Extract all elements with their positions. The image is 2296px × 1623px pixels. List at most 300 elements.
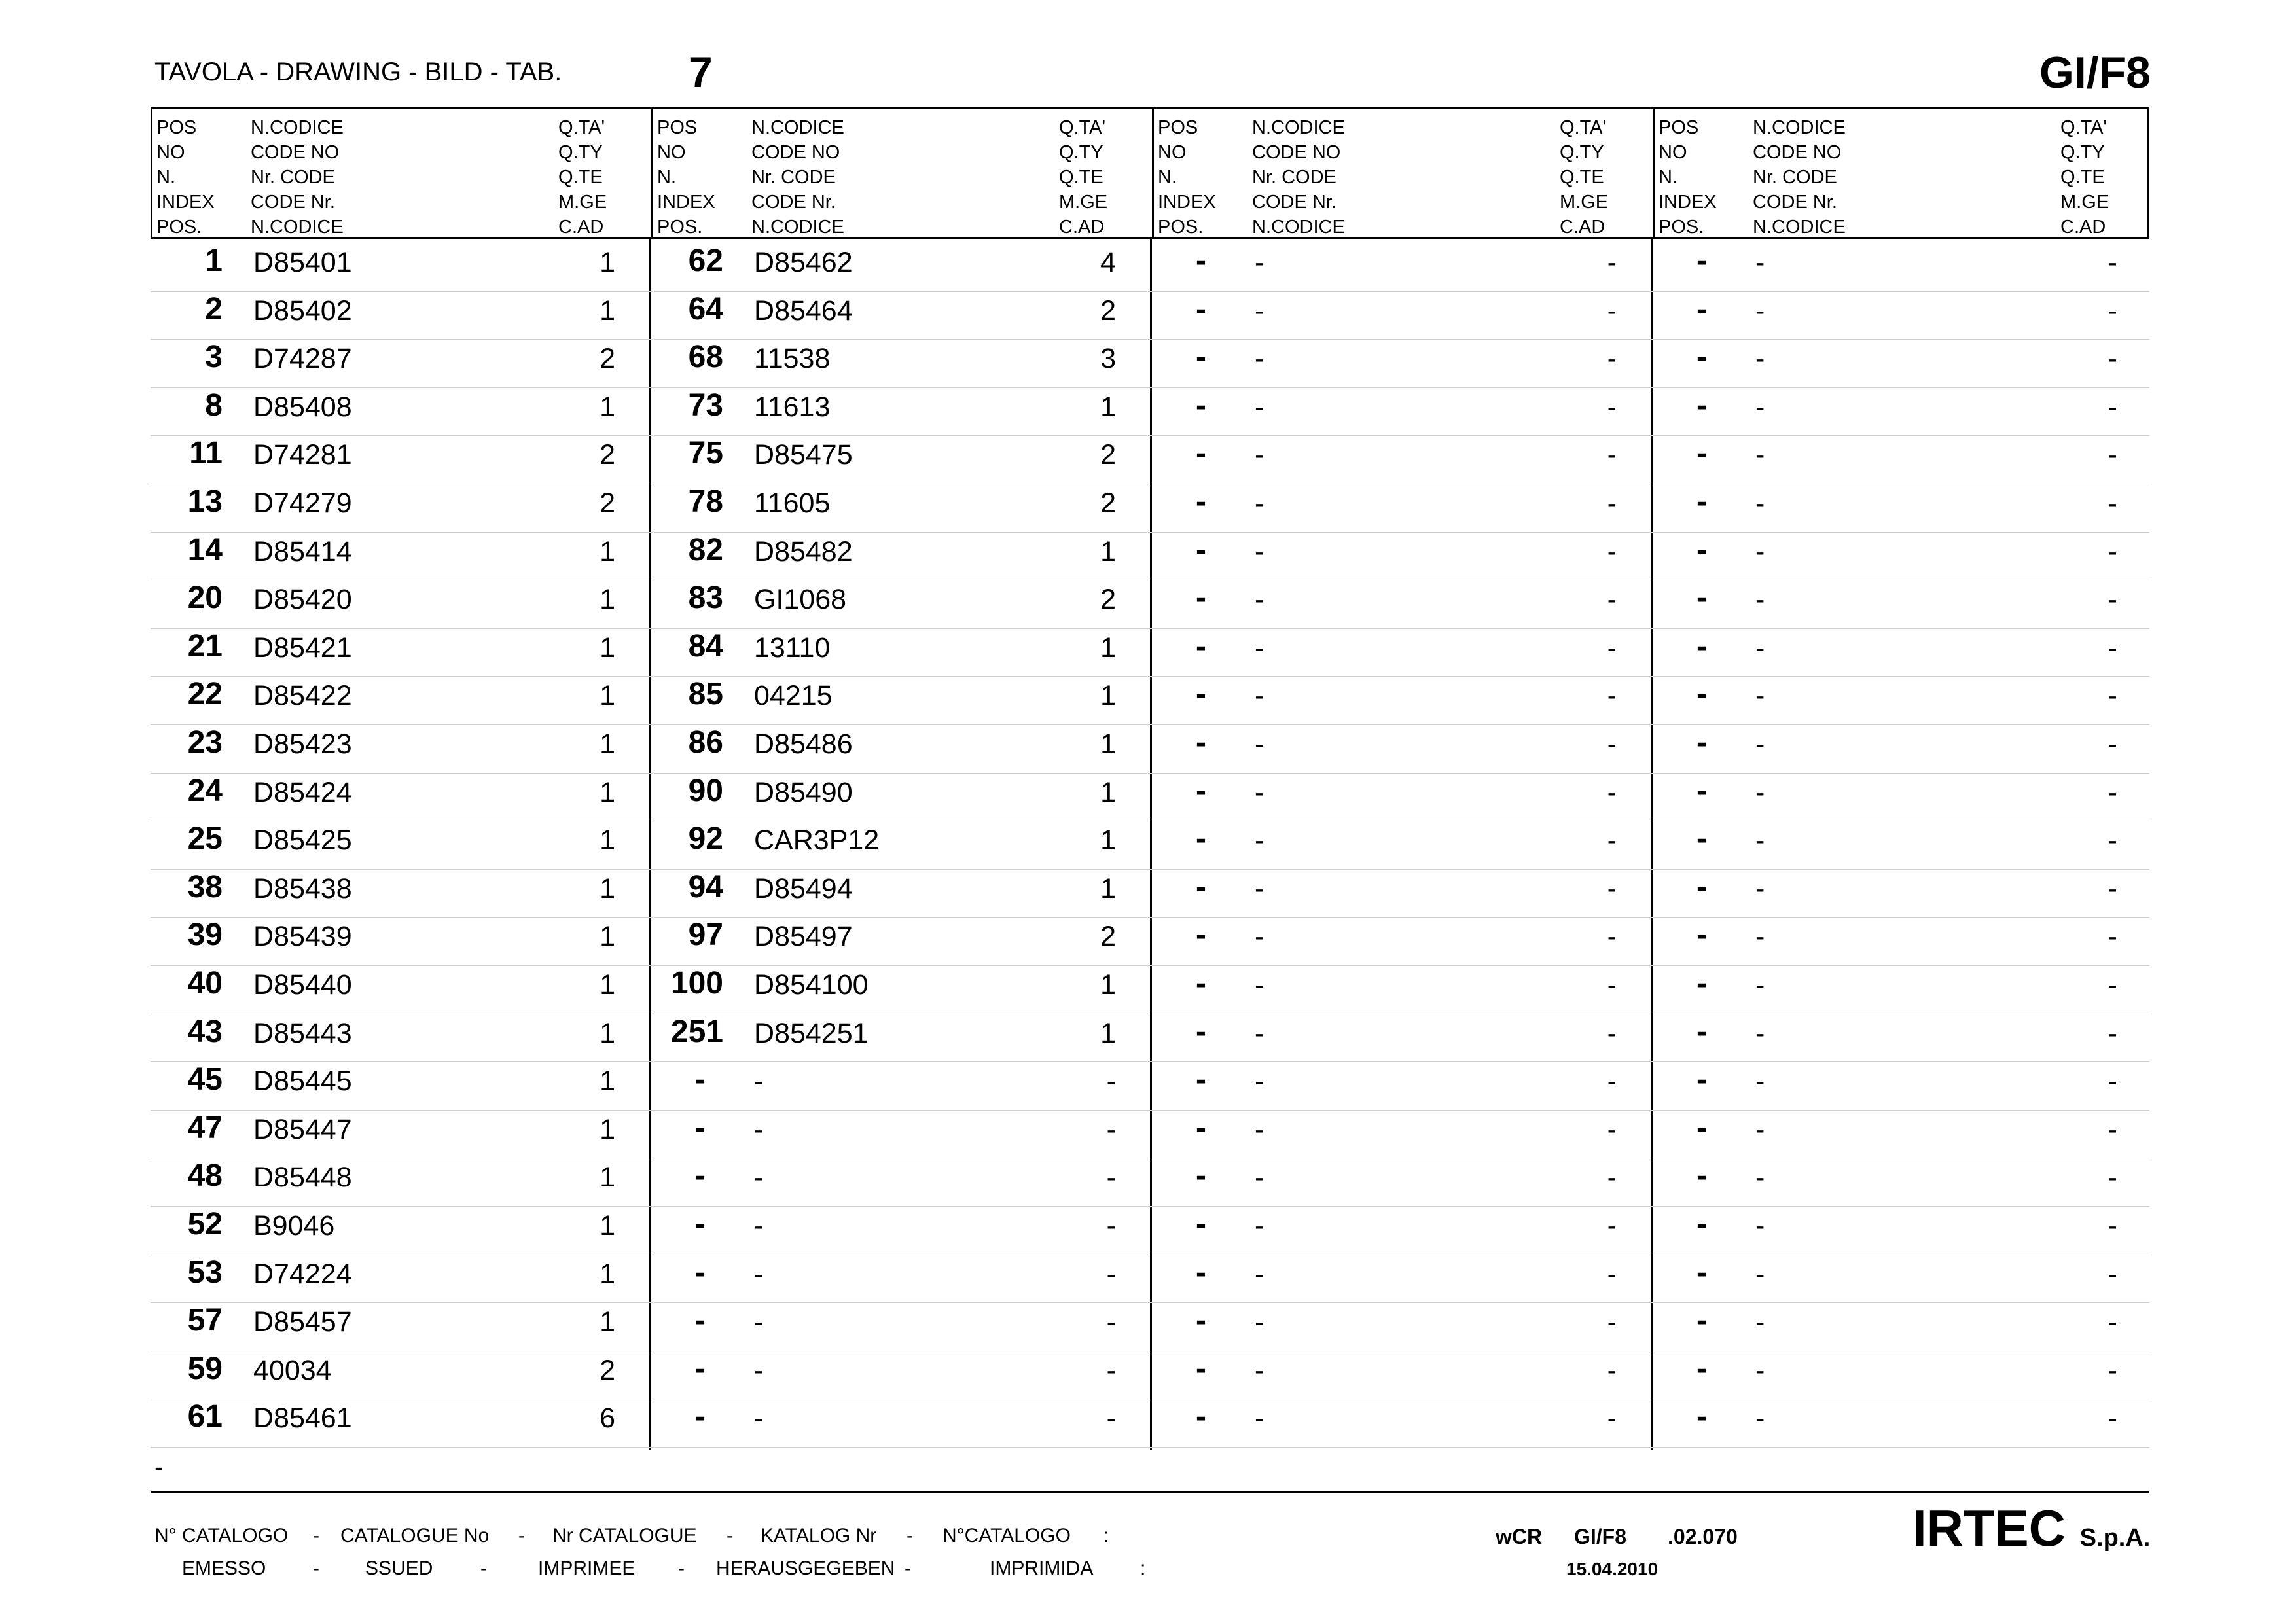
part-quantity: -: [1106, 1402, 1116, 1434]
part-code: -: [754, 1114, 764, 1145]
position-number: -: [1196, 436, 1206, 471]
catalog-code: GI/F8: [1574, 1525, 1627, 1548]
catalog-code-title: GI/F8: [2039, 48, 2151, 98]
position-number: -: [1196, 533, 1206, 567]
part-code: -: [1255, 536, 1265, 567]
position-number: -: [1196, 580, 1206, 615]
part-quantity: 4: [1100, 247, 1116, 278]
part-quantity: -: [1106, 1355, 1116, 1386]
header-label: Q.TA': [558, 117, 605, 138]
part-quantity: -: [1607, 921, 1617, 952]
header-qty: [1059, 109, 1107, 237]
part-quantity: 1: [600, 536, 615, 567]
footer-label: IMPRIMIDA: [990, 1558, 1094, 1579]
part-code: -: [1755, 1306, 1765, 1338]
part-quantity: 2: [1100, 921, 1116, 952]
row-separator: [151, 387, 2149, 388]
part-quantity: -: [1607, 680, 1617, 711]
row-separator: [151, 869, 2149, 870]
position-number: 43: [187, 1014, 223, 1049]
position-number: -: [1696, 870, 1707, 904]
part-code: D85423: [253, 728, 352, 760]
part-quantity: 1: [600, 1162, 615, 1193]
part-quantity: 1: [1100, 969, 1116, 1001]
position-number: -: [1196, 774, 1206, 808]
part-quantity: -: [1106, 1210, 1116, 1241]
position-number: 64: [688, 292, 723, 327]
header-label: M.GE: [2060, 192, 2109, 213]
position-number: 3: [205, 340, 223, 374]
part-code: -: [1255, 825, 1265, 856]
part-code: D85447: [253, 1114, 352, 1145]
part-code: D85408: [253, 391, 352, 423]
part-quantity: -: [1607, 777, 1617, 808]
part-quantity: -: [2108, 1402, 2117, 1434]
part-code: -: [1255, 1258, 1265, 1290]
column-header-box: [151, 107, 2149, 239]
header-label: N.: [657, 167, 676, 188]
part-code: D854100: [754, 969, 869, 1001]
position-number: 59: [187, 1351, 223, 1386]
position-number: -: [695, 1351, 706, 1386]
part-quantity: -: [1607, 969, 1617, 1001]
header-label: N.: [156, 167, 175, 188]
part-quantity: 1: [600, 295, 615, 327]
header-label: C.AD: [1560, 217, 1605, 238]
part-code: -: [1755, 1114, 1765, 1145]
header-label: Q.TY: [558, 142, 603, 163]
part-code: -: [1255, 1065, 1265, 1097]
header-column-divider: [1152, 109, 1154, 237]
header-label: INDEX: [1659, 192, 1717, 213]
part-code: -: [1255, 728, 1265, 760]
header-label: Q.TY: [2060, 142, 2105, 163]
part-code: D85422: [253, 680, 352, 711]
part-quantity: 1: [600, 1018, 615, 1049]
header-label: Nr. CODE: [251, 167, 335, 188]
position-number: -: [695, 1255, 706, 1290]
part-code: -: [754, 1402, 764, 1434]
part-code: 13110: [754, 632, 831, 664]
header-code: [251, 109, 344, 237]
header-label: NO: [657, 142, 686, 163]
part-code: -: [1255, 488, 1265, 519]
part-quantity: -: [1607, 873, 1617, 904]
part-code: D85420: [253, 584, 352, 615]
position-number: -: [1196, 292, 1206, 327]
position-number: 14: [187, 533, 223, 567]
company-logo: [1912, 1499, 2150, 1558]
row-separator: [151, 628, 2149, 629]
part-quantity: -: [2108, 391, 2117, 423]
position-number: 40: [187, 966, 223, 1001]
part-quantity: 2: [1100, 439, 1116, 471]
header-label: N.CODICE: [1252, 117, 1345, 138]
part-code: D85445: [253, 1065, 352, 1097]
part-code: -: [1755, 969, 1765, 1001]
header-label: CODE NO: [251, 142, 340, 163]
header-label: Q.TE: [558, 167, 603, 188]
footer-label: SSUED: [365, 1558, 433, 1579]
part-quantity: -: [2108, 536, 2117, 567]
footer-label: -: [906, 1525, 913, 1546]
part-quantity: -: [2108, 1355, 2117, 1386]
part-code: D85438: [253, 873, 352, 904]
part-quantity: 6: [600, 1402, 615, 1434]
part-quantity: -: [2108, 873, 2117, 904]
header-column-divider: [1653, 109, 1655, 237]
part-code: -: [754, 1065, 764, 1097]
position-number: -: [1696, 1255, 1707, 1290]
position-number: -: [1696, 918, 1707, 952]
part-code: -: [1755, 825, 1765, 856]
part-quantity: -: [2108, 295, 2117, 327]
position-number: -: [1196, 677, 1206, 711]
footer-label: -: [480, 1558, 487, 1579]
header-label: N.CODICE: [1252, 217, 1345, 238]
part-quantity: -: [2108, 728, 2117, 760]
part-code: -: [1755, 728, 1765, 760]
position-number: -: [1696, 725, 1707, 760]
position-number: -: [1196, 388, 1206, 423]
part-code: D85494: [754, 873, 853, 904]
header-label: Nr. CODE: [1252, 167, 1336, 188]
header-label: POS: [156, 117, 197, 138]
position-number: 8: [205, 388, 223, 423]
part-code: -: [1255, 921, 1265, 952]
part-code: -: [1255, 391, 1265, 423]
header-label: Q.TA': [1059, 117, 1106, 138]
part-code: D85486: [754, 728, 853, 760]
position-number: 53: [187, 1255, 223, 1290]
position-number: -: [1696, 436, 1707, 471]
part-code: GI1068: [754, 584, 847, 615]
position-number: 2: [205, 292, 223, 327]
header-label: Q.TY: [1560, 142, 1604, 163]
footer-label: Nr CATALOGUE: [552, 1525, 697, 1546]
row-separator: [151, 1302, 2149, 1303]
footer-label: IMPRIMEE: [538, 1558, 636, 1579]
row-separator: [151, 965, 2149, 966]
part-quantity: 1: [1100, 632, 1116, 664]
part-quantity: 1: [1100, 825, 1116, 856]
part-quantity: -: [2108, 1306, 2117, 1338]
part-code: -: [1755, 343, 1765, 374]
part-quantity: -: [1607, 1065, 1617, 1097]
part-code: -: [1255, 777, 1265, 808]
position-number: 90: [688, 774, 723, 808]
position-number: 94: [688, 870, 723, 904]
part-quantity: 1: [600, 1210, 615, 1241]
position-number: 48: [187, 1158, 223, 1193]
part-code: D85448: [253, 1162, 352, 1193]
part-quantity: -: [1607, 488, 1617, 519]
header-label: POS.: [156, 217, 202, 238]
header-label: Nr. CODE: [1753, 167, 1837, 188]
part-code: D74287: [253, 343, 352, 374]
position-number: -: [1196, 1158, 1206, 1193]
row-separator: [151, 435, 2149, 436]
position-number: -: [1196, 725, 1206, 760]
footer-label: -: [678, 1558, 685, 1579]
part-quantity: 2: [1100, 488, 1116, 519]
part-code: 40034: [253, 1355, 332, 1386]
position-number: -: [1196, 1207, 1206, 1241]
part-quantity: -: [1607, 1355, 1617, 1386]
part-quantity: 1: [600, 777, 615, 808]
part-quantity: 1: [600, 1114, 615, 1145]
part-quantity: 2: [600, 343, 615, 374]
part-quantity: -: [2108, 1065, 2117, 1097]
position-number: 84: [688, 629, 723, 664]
position-number: -: [1196, 1255, 1206, 1290]
header-label: INDEX: [1158, 192, 1216, 213]
position-number: 62: [688, 243, 723, 278]
header-label: POS: [1659, 117, 1699, 138]
part-quantity: -: [1106, 1162, 1116, 1193]
header-label: Nr. CODE: [751, 167, 836, 188]
position-number: -: [695, 1303, 706, 1338]
header-label: INDEX: [156, 192, 215, 213]
table-number: 7: [689, 48, 713, 96]
row-separator: [151, 532, 2149, 533]
position-number: 73: [688, 388, 723, 423]
position-number: 85: [688, 677, 723, 711]
part-quantity: -: [1607, 584, 1617, 615]
part-code: -: [1755, 1355, 1765, 1386]
part-quantity: 3: [1100, 343, 1116, 374]
part-code: -: [1255, 247, 1265, 278]
position-number: -: [1696, 1399, 1707, 1434]
part-code: D85461: [253, 1402, 352, 1434]
part-quantity: -: [1106, 1114, 1116, 1145]
part-code: -: [1755, 777, 1765, 808]
part-quantity: 2: [600, 1355, 615, 1386]
part-quantity: -: [1106, 1306, 1116, 1338]
position-number: 83: [688, 580, 723, 615]
part-quantity: -: [2108, 584, 2117, 615]
part-code: -: [1755, 1402, 1765, 1434]
part-quantity: -: [2108, 825, 2117, 856]
table-title-label: TAVOLA - DRAWING - BILD - TAB.: [154, 58, 562, 86]
row-separator: [151, 773, 2149, 774]
position-number: -: [1696, 340, 1707, 374]
part-quantity: -: [1607, 1114, 1617, 1145]
part-code: D85424: [253, 777, 352, 808]
catalog-prefix: wCR: [1496, 1525, 1543, 1548]
part-quantity: -: [2108, 680, 2117, 711]
part-code: B9046: [253, 1210, 335, 1241]
position-number: -: [1696, 243, 1707, 278]
header-label: CODE NO: [751, 142, 840, 163]
part-code: D85490: [754, 777, 853, 808]
position-number: -: [1696, 1014, 1707, 1049]
footer-label: HERAUSGEGEBEN: [716, 1558, 895, 1579]
part-code: D85457: [253, 1306, 352, 1338]
part-code: -: [1255, 1402, 1265, 1434]
part-quantity: 1: [600, 1258, 615, 1290]
header-label: N.CODICE: [1753, 217, 1846, 238]
header-label: NO: [156, 142, 185, 163]
part-quantity: 1: [600, 825, 615, 856]
position-number: -: [1696, 774, 1707, 808]
part-code: 11605: [754, 488, 831, 519]
position-number: 97: [688, 918, 723, 952]
part-code: D85421: [253, 632, 352, 664]
header-column-divider: [651, 109, 653, 237]
position-number: 11: [189, 436, 223, 471]
part-code: 04215: [754, 680, 833, 711]
part-quantity: 1: [600, 247, 615, 278]
footer-label: -: [313, 1525, 319, 1546]
part-quantity: 2: [1100, 295, 1116, 327]
header-qty: [1560, 109, 1608, 237]
part-code: -: [1755, 873, 1765, 904]
position-number: -: [695, 1062, 706, 1097]
position-number: -: [1196, 1014, 1206, 1049]
part-code: -: [754, 1162, 764, 1193]
part-code: D85497: [754, 921, 853, 952]
row-separator: [151, 1110, 2149, 1111]
part-code: D74224: [253, 1258, 352, 1290]
part-quantity: -: [2108, 1210, 2117, 1241]
position-number: -: [1696, 533, 1707, 567]
position-number: -: [695, 1207, 706, 1241]
part-code: D85401: [253, 247, 352, 278]
position-number: -: [1696, 1303, 1707, 1338]
part-code: -: [1755, 1210, 1765, 1241]
part-quantity: 1: [600, 680, 615, 711]
part-quantity: -: [2108, 1018, 2117, 1049]
header-label: N.: [1158, 167, 1177, 188]
position-number: 47: [187, 1111, 223, 1145]
position-number: 78: [688, 484, 723, 519]
issue-date: 15.04.2010: [1566, 1559, 1659, 1579]
position-number: -: [1696, 1062, 1707, 1097]
position-number: -: [1196, 1351, 1206, 1386]
position-number: 68: [688, 340, 723, 374]
header-label: C.AD: [558, 217, 604, 238]
header-label: M.GE: [1560, 192, 1609, 213]
part-quantity: -: [2108, 247, 2117, 278]
part-quantity: 1: [600, 1306, 615, 1338]
part-quantity: 1: [1100, 873, 1116, 904]
position-number: -: [1196, 1303, 1206, 1338]
position-number: 25: [187, 821, 223, 856]
header-qty: [2060, 109, 2109, 237]
position-number: 251: [670, 1014, 723, 1049]
position-number: -: [1196, 629, 1206, 664]
position-number: -: [1696, 1351, 1707, 1386]
part-quantity: -: [1607, 247, 1617, 278]
position-number: -: [1696, 677, 1707, 711]
part-code: -: [1755, 584, 1765, 615]
part-code: -: [1755, 1162, 1765, 1193]
part-quantity: -: [1607, 825, 1617, 856]
part-quantity: -: [2108, 777, 2117, 808]
header-label: N.CODICE: [751, 117, 844, 138]
part-quantity: 1: [1100, 728, 1116, 760]
part-code: D85482: [754, 536, 853, 567]
header-code: [1252, 109, 1345, 237]
part-code: -: [754, 1355, 764, 1386]
header-label: M.GE: [1059, 192, 1108, 213]
part-quantity: 1: [600, 391, 615, 423]
footer-divider: [151, 1491, 2149, 1493]
part-code: -: [1755, 1065, 1765, 1097]
part-quantity: 1: [600, 921, 615, 952]
part-quantity: -: [2108, 488, 2117, 519]
part-code: -: [1755, 295, 1765, 327]
part-code: -: [1755, 391, 1765, 423]
position-number: -: [1696, 580, 1707, 615]
part-quantity: 2: [600, 488, 615, 519]
position-number: 1: [205, 243, 223, 278]
position-number: 61: [187, 1399, 223, 1434]
part-quantity: -: [1607, 1306, 1617, 1338]
part-quantity: -: [1607, 295, 1617, 327]
header-label: CODE Nr.: [251, 192, 335, 213]
part-code: -: [1755, 439, 1765, 471]
header-label: CODE Nr.: [1753, 192, 1837, 213]
part-code: D85443: [253, 1018, 352, 1049]
part-quantity: 1: [1100, 391, 1116, 423]
column-divider: [1150, 239, 1152, 1450]
header-qty: [558, 109, 607, 237]
part-quantity: -: [1607, 1018, 1617, 1049]
position-number: -: [1196, 966, 1206, 1001]
header-label: INDEX: [657, 192, 715, 213]
position-number: -: [1696, 388, 1707, 423]
position-number: 86: [688, 725, 723, 760]
header-label: Q.TA': [2060, 117, 2108, 138]
position-number: 20: [187, 580, 223, 615]
part-code: D85414: [253, 536, 352, 567]
part-quantity: -: [1607, 536, 1617, 567]
part-quantity: -: [2108, 1258, 2117, 1290]
row-separator: [151, 339, 2149, 340]
part-code: -: [1755, 680, 1765, 711]
part-quantity: -: [1607, 439, 1617, 471]
header-code: [1753, 109, 1846, 237]
footer-label: -: [518, 1525, 525, 1546]
footer-label: -: [726, 1525, 733, 1546]
position-number: -: [1696, 292, 1707, 327]
position-number: 45: [187, 1062, 223, 1097]
header-label: C.AD: [1059, 217, 1105, 238]
part-code: -: [754, 1210, 764, 1241]
part-code: D85439: [253, 921, 352, 952]
position-number: 39: [187, 918, 223, 952]
position-number: 52: [187, 1207, 223, 1241]
part-quantity: -: [1607, 1402, 1617, 1434]
position-number: 100: [670, 966, 723, 1001]
footer-label: N°CATALOGO: [942, 1525, 1071, 1546]
position-number: -: [1196, 1062, 1206, 1097]
part-quantity: -: [1607, 632, 1617, 664]
position-number: -: [1196, 1111, 1206, 1145]
footer-label: -: [905, 1558, 911, 1579]
header-pos: [1659, 109, 1717, 237]
part-quantity: -: [2108, 343, 2117, 374]
part-quantity: 1: [1100, 680, 1116, 711]
position-number: 23: [187, 725, 223, 760]
part-quantity: 1: [1100, 777, 1116, 808]
position-number: -: [1196, 918, 1206, 952]
position-number: -: [1196, 821, 1206, 856]
header-label: N.CODICE: [251, 217, 344, 238]
header-label: N.CODICE: [251, 117, 344, 138]
